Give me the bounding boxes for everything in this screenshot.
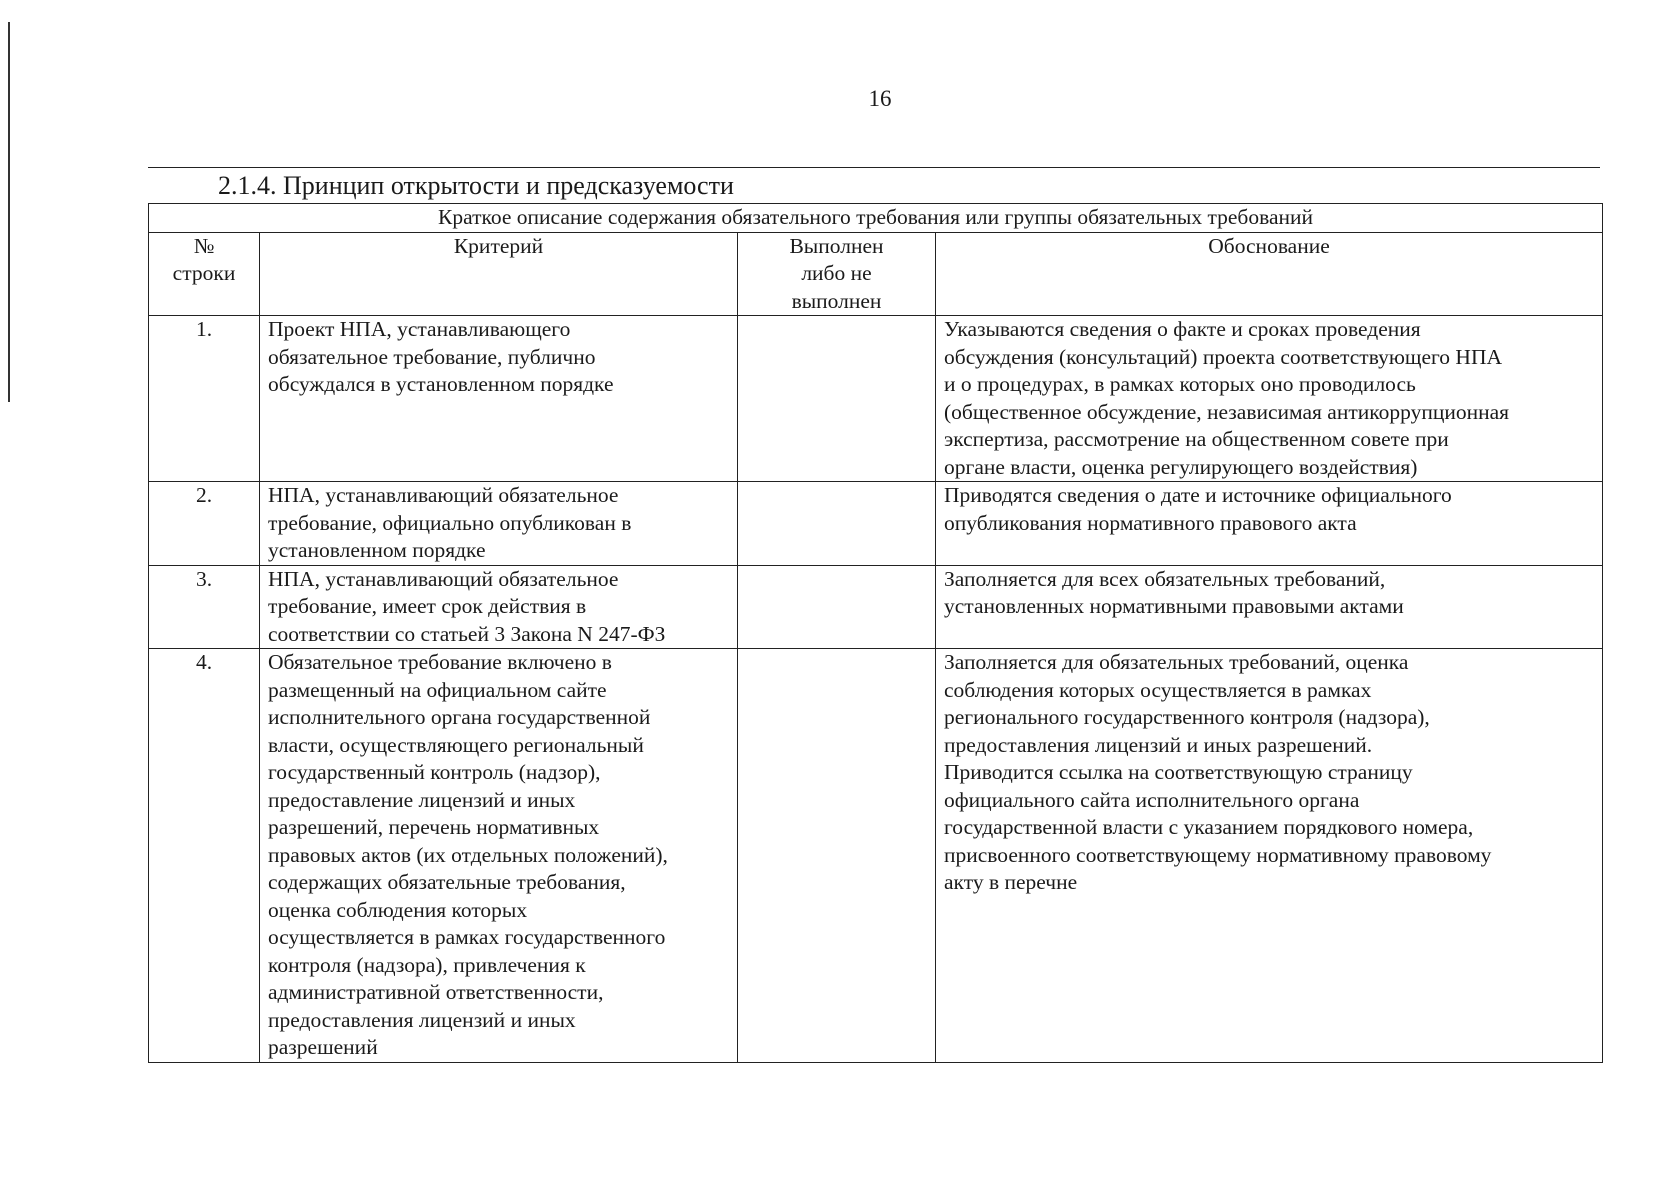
table-caption-row bbox=[149, 204, 1603, 233]
row-number: 3. bbox=[149, 565, 260, 649]
table-row bbox=[149, 316, 1603, 482]
row-number: 4. bbox=[149, 649, 260, 1063]
row-criterion: Обязательное требование включено в размещенный на официальном сайте исполнительного органа государственной власти, осуществляющего региональный государственный контроль (надзор), предоставление лицензий и иных разрешений, перечень нормативных правовых актов (их отдельных положений), содержащих обязательные требования, оценка соблюдения которых осуществляется в рамках государственного контроля (надзора), привлечения к административной ответственности, предоставления лицензий и иных разрешений bbox=[260, 649, 738, 1063]
section-divider bbox=[148, 167, 1600, 168]
scan-margin-line bbox=[8, 22, 10, 402]
header-status: Выполнен либо не выполнен bbox=[738, 232, 936, 316]
row-criterion: Проект НПА, устанавливающего обязательное требование, публично обсуждался в установленном порядке bbox=[260, 316, 738, 482]
table-caption: Краткое описание содержания обязательного требования или группы обязательных требований bbox=[149, 204, 1603, 233]
header-criterion: Критерий bbox=[260, 232, 738, 316]
section-title: 2.1.4. Принцип открытости и предсказуемости bbox=[218, 171, 734, 200]
row-criterion: НПА, устанавливающий обязательное требование, имеет срок действия в соответствии со статьей 3 Закона N 247-ФЗ bbox=[260, 565, 738, 649]
table-header-row bbox=[149, 232, 1603, 316]
requirements-table bbox=[148, 203, 1603, 1063]
page-number: 16 bbox=[868, 86, 892, 111]
table-row bbox=[149, 649, 1603, 1063]
row-number: 2. bbox=[149, 482, 260, 566]
row-status bbox=[738, 482, 936, 566]
row-status bbox=[738, 316, 936, 482]
table-row bbox=[149, 565, 1603, 649]
header-justification: Обоснование bbox=[936, 232, 1603, 316]
row-justification: Заполняется для обязательных требований, оценка соблюдения которых осуществляется в рамках регионального государственного контроля (надзора), предоставления лицензий и иных разрешений. Приводится ссылка на соответствующую страницу официального сайта исполнительного органа государственной власти с указанием порядкового номера, присвоенного соответствующему нормативному правовому акту в перечне bbox=[936, 649, 1603, 1063]
row-status bbox=[738, 565, 936, 649]
table-row bbox=[149, 482, 1603, 566]
row-justification: Указываются сведения о факте и сроках проведения обсуждения (консультаций) проекта соответствующего НПА и о процедурах, в рамках которых оно проводилось (общественное обсуждение, независимая антикоррупционная экспертиза, рассмотрение на общественном совете при органе власти, оценка регулирующего воздействия) bbox=[936, 316, 1603, 482]
row-criterion: НПА, устанавливающий обязательное требование, официально опубликован в установленном порядке bbox=[260, 482, 738, 566]
row-status bbox=[738, 649, 936, 1063]
row-justification: Приводятся сведения о дате и источнике официального опубликования нормативного правового акта bbox=[936, 482, 1603, 566]
row-justification: Заполняется для всех обязательных требований, установленных нормативными правовыми актами bbox=[936, 565, 1603, 649]
header-number: № строки bbox=[149, 232, 260, 316]
row-number: 1. bbox=[149, 316, 260, 482]
